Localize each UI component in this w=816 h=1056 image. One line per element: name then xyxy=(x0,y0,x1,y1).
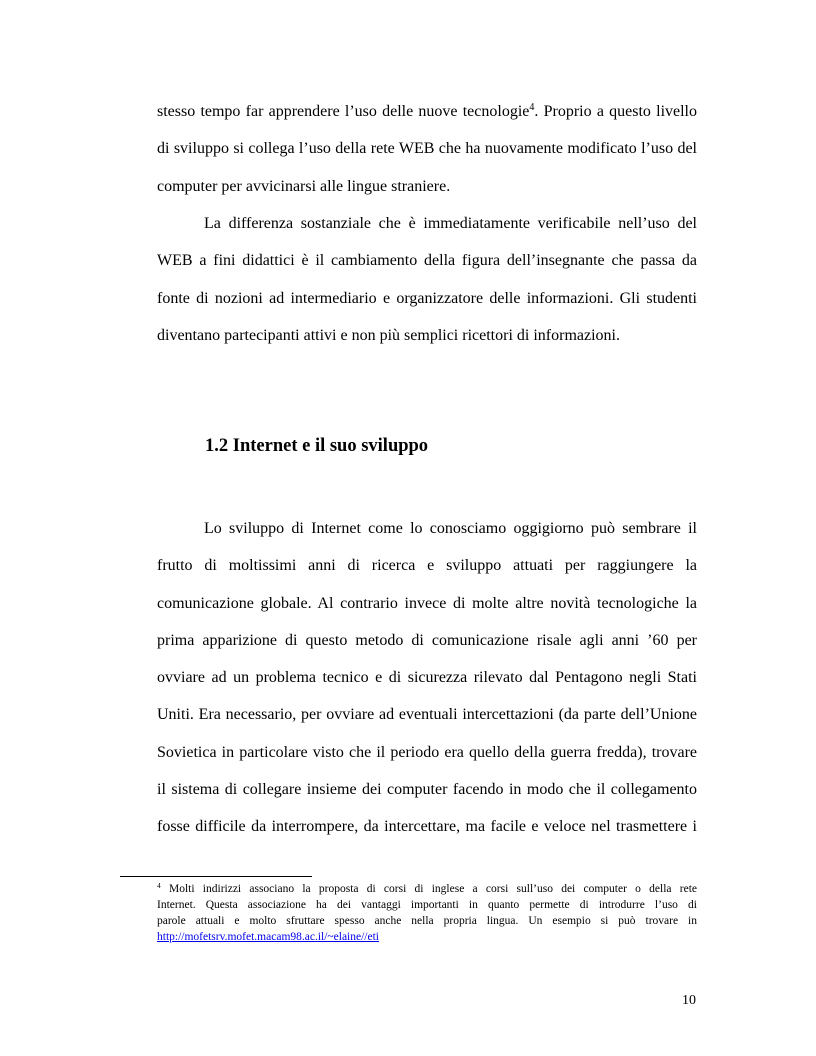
footnote-line xyxy=(157,929,697,945)
paragraph-line: il sistema di collegare insieme dei computer facendo in modo che il collegamento xyxy=(157,781,697,799)
paragraph-line: fonte di nozioni ad intermediario e organizzatore delle informazioni. Gli studenti xyxy=(157,289,697,307)
page-number: 10 xyxy=(682,993,696,1008)
footnote-marker: 4 xyxy=(157,881,161,890)
paragraph-line: WEB a fini didattici è il cambiamento della figura dell’insegnante che passa da xyxy=(157,252,697,270)
paragraph-line: Uniti. Era necessario, per ovviare ad eventuali intercettazioni (da parte dell’Unione xyxy=(157,706,697,724)
paragraph-line: Sovietica in particolare visto che il periodo era quello della guerra fredda), trovare xyxy=(157,743,697,761)
paragraph-line: di sviluppo si collega l’uso della rete WEB che ha nuovamente modificato l’uso del xyxy=(157,140,697,158)
footnote-line: $^4$ Molti indirizzi associano la proposta di corsi di inglese a corsi sull’uso dei computer o della rete xyxy=(157,881,697,895)
footnote-line: Internet. Questa associazione ha dei vantaggi importanti in quanto permette di introdurre l’uso di xyxy=(157,899,697,911)
footnote-separator xyxy=(120,876,312,877)
paragraph-line: fosse difficile da interrompere, da intercettare, ma facile e veloce nel trasmettere i xyxy=(157,818,697,836)
footnote-reference[interactable]: 4 xyxy=(529,102,535,113)
paragraph-line: ovviare ad un problema tecnico e di sicurezza rilevato dal Pentagono negli Stati xyxy=(157,669,697,687)
footnote-link[interactable]: http://mofetsrv.mofet.macam98.ac.il/~elaine//eti xyxy=(157,931,379,943)
paragraph-line: frutto di moltissimi anni di ricerca e sviluppo attuati per raggiungere la xyxy=(157,557,697,575)
paragraph-line: stesso tempo far apprendere l’uso delle nuove tecnologie$^4$. Proprio a questo livello xyxy=(157,102,698,120)
footnote xyxy=(157,881,697,945)
paragraph-internet-history xyxy=(157,510,697,846)
paragraph-line: prima apparizione di questo metodo di comunicazione risale agli anni ’60 per xyxy=(157,631,697,649)
paragraph-line: diventano partecipanti attivi e non più semplici ricettori di informazioni. xyxy=(157,326,620,344)
paragraph-line: computer per avvicinarsi alle lingue straniere. xyxy=(157,177,451,195)
paragraph-continued xyxy=(157,93,697,205)
paragraph-didactic-web xyxy=(157,205,697,354)
paragraph-line: Lo sviluppo di Internet come lo conosciamo oggigiorno può sembrare il xyxy=(204,520,697,537)
footnote-line: parole attuali e molto sfruttare spesso anche nella propria lingua. Un esempio si può trovare in xyxy=(157,915,697,927)
section-heading: 1.2 Internet e il suo sviluppo xyxy=(205,436,429,456)
paragraph-line: comunicazione globale. Al contrario invece di molte altre novità tecnologiche la xyxy=(157,594,697,612)
paragraph-line: La differenza sostanziale che è immediatamente verificabile nell’uso del xyxy=(204,215,697,232)
